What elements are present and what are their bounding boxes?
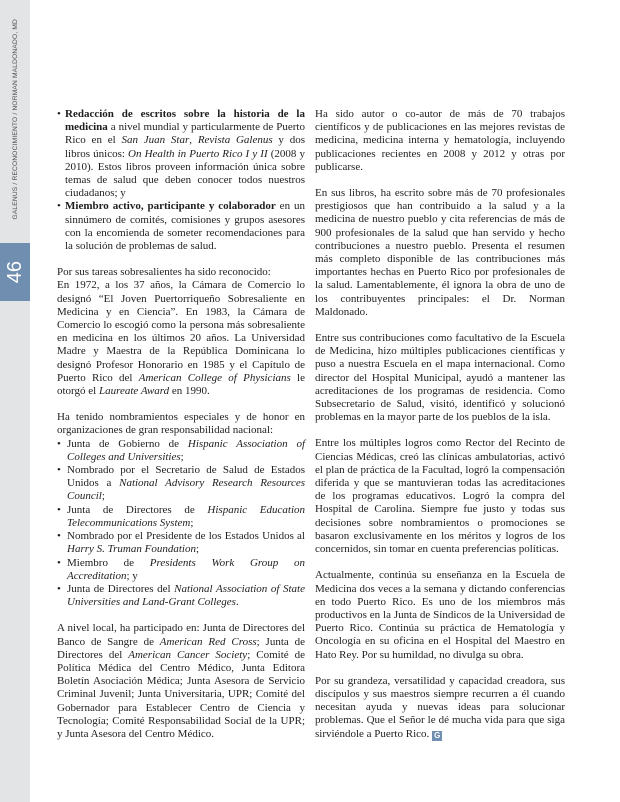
list-item: • Junta de Gobierno de Hispanic Association of Colleges and Universities; (57, 438, 305, 464)
list-item: • Junta de Directores del National Association of State Universities and Land-Grant Colleges. (57, 583, 305, 609)
end-mark-icon: G (434, 730, 441, 740)
local-participation-paragraph: A nivel local, ha participado en: Junta de Directores del Banco de Sangre de American Red Cross; Junta de Directores del American Cancer Society; Comité de Política Médica del Centro Médico, Junta Editora Boletín Asociación Médica; Junta Asesora de Servicio Criminal Juvenil; Junta Universitaria, UPR; Comité del Gobernador para Establecer Centro de Ciencia y Tecnología; Comité Responsabilidad Social de la UPR; y Junta Asesora del Centro Médico. (57, 622, 306, 740)
body-paragraph: Entre sus contribuciones como facultativo de la Escuela de Medicina, hizo múltiples publicaciones científicas y puso a nuestra Escuela en el mapa internacional. Como director del Hospital Municipal, ayudó a mantener las acreditaciones de los programas de residencia. Como Subsecretario de Salud, visitó, identificó y solucionó problemas en la mayor parte de los pueblos de la isla. (315, 332, 565, 424)
list-item: • Redacción de escritos sobre la historia de la medicina a nivel mundial y particularmente de Puerto Rico en el San Juan Star, Revista Galenus y dos libros únicos: On Health in Puerto Rico I y II (2008 y 2010). Estos libros proveen información única sobre temas de salud que deben conocer todos nuestros ciudadanos; y (57, 108, 305, 200)
list-item: • Nombrado por el Secretario de Salud de Estados Unidos a National Advisory Research Resources Council; (57, 464, 305, 504)
right-column (315, 108, 565, 754)
body-paragraph: En sus libros, ha escrito sobre más de 70 profesionales prestigiosos que han contribuido a la salud y a la medicina de nuestro pueblo y cita referencias de más de 900 profesionales de la salud que han servido y hecho contribuciones a nuestro pueblo. Presenta el resumen más completo disponible de las contribuciones más importantes hechas en Puerto Rico por profesionales de la salud. Lamentablemente, él ignora la obra de uno de los contribuyentes principales: el Dr. Norman Maldonado. (315, 187, 565, 318)
list-item: • Nombrado por el Presidente de los Estados Unidos al Harry S. Truman Foundation; (57, 530, 305, 556)
recognition-intro: Por sus tareas sobresalientes ha sido reconocido: (57, 266, 271, 279)
running-header-text: GALENUS / RECONOCIMIENTO / NORMAN MALDONADO, MD (11, 18, 19, 220)
sidebar (0, 0, 30, 802)
appointments-list (57, 438, 305, 610)
page-number: 46 (3, 260, 26, 284)
list-item: • Miembro de Presidents Work Group on Accreditation; y (57, 557, 305, 583)
left-column (57, 108, 305, 754)
body-paragraph: Entre los múltiples logros como Rector del Recinto de Ciencias Médicas, creó las clínicas ambulatorias, activó el plan de práctica de la Facultad, logró la compensación diferida y que se mantuvieran todas las acreditaciones de los programas educativos. Logró la compra del Hospital de Carolina. Siempre fue justo y todas sus decisiones sobre nombramientos o promociones se basaron exclusivamente en los méritos y logros de los concernidos, sin tomar en cuenta preferencias políticas. (315, 437, 565, 556)
body-paragraph: Ha sido autor o co-autor de más de 70 trabajos científicos y de publicaciones en las mejores revistas de medicina, medicina interna y hematología, incluyendo publicaciones recientes en 2008 y 2012 y otras por publicarse. (315, 108, 565, 173)
appointments-intro: Ha tenido nombramientos especiales y de honor en organizaciones de gran responsabilidad nacional: (57, 411, 305, 437)
list-item: • Miembro activo, participante y colaborador en un sinnúmero de comités, comisiones y grupos asesores con la encomienda de someter recomendaciones para la solución de problemas de salud. (57, 200, 305, 253)
closing-paragraph: Por su grandeza, versatilidad y capacidad creadora, sus discípulos y sus maestros siempre recurren a él cuando necesitan ayuda y nuevas ideas para solucionar problemas. Que el Señor le dé mucha vida para que siga sirviéndole a Puerto Rico. G (315, 674, 565, 740)
running-header (1, 0, 29, 238)
list-item: • Junta de Directores de Hispanic Education Telecommunications System; (57, 504, 305, 530)
page-number-tab (0, 243, 30, 301)
recognition-paragraph: En 1972, a los 37 años, la Cámara de Comercio lo designó “El Joven Puertorriqueño Sobresaliente en Medicina y en Ciencia”. En 1983, la Cámara de Comercio lo escogió como la persona más sobresaliente en medicina en los últimos 20 años. La Universidad Madre y Maestra de la República Dominicana lo designó Profesor Honorario en 1985 y el Capítulo de Puerto Rico del American College of Physicians le otorgó el Laureate Award en 1990. (57, 279, 305, 398)
contributions-list (57, 108, 305, 253)
body-paragraph: Actualmente, continúa su enseñanza en la Escuela de Medicina dos veces a la semana y dictando conferencias en todo Puerto Rico. Es uno de los miembros más productivos en la Junta de Síndicos de la Universidad de Puerto Rico. Continúa su práctica de Hematología y Oncología en su oficina en el Hospital del Maestro en Hato Rey. Por su humildad, no divulga su obra. (315, 569, 565, 661)
